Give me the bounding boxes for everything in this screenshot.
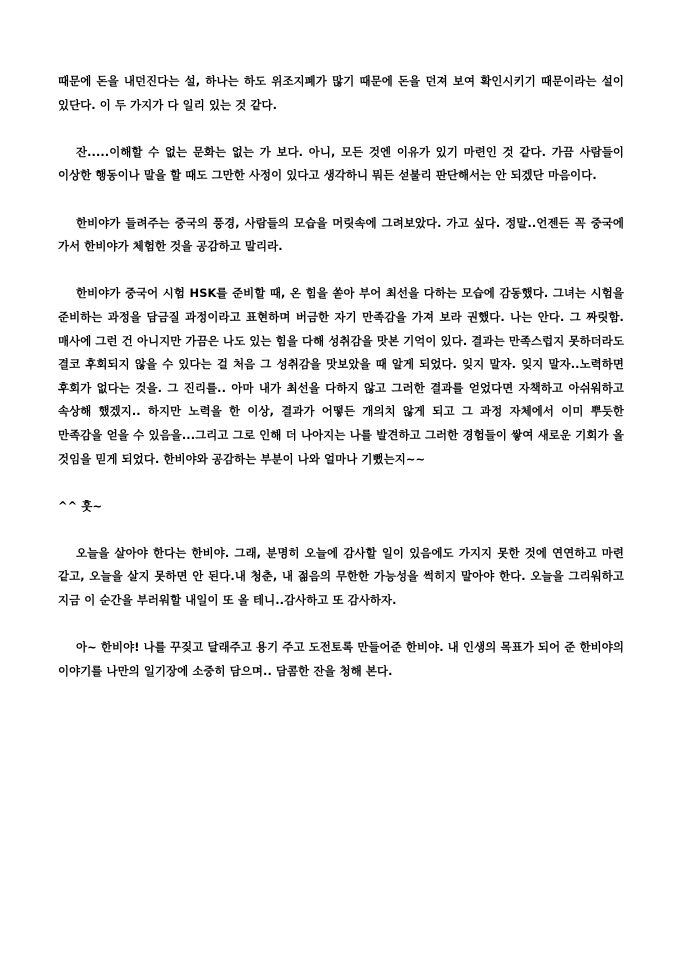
paragraph-gap [58, 471, 624, 495]
paragraph-1: 때문에 돈을 내던진다는 설, 하나는 하도 위조지폐가 많기 때문에 돈을 던져 보여 확인시키기 때문이라는 설이 있단다. 이 두 가지가 다 일리 있는 것 같다. [58, 74, 624, 112]
paragraph-gap [58, 518, 624, 542]
paragraph-3: 한비야가 들려주는 중국의 풍경, 사람들의 모습을 머릿속에 그려보았다. 가고 싶다. 정말..언젠든 꼭 중국에 가서 한비야가 체험한 것을 공감하고 말리라. [58, 215, 624, 254]
paragraph-gap [58, 259, 624, 283]
paragraph-7: 아~ 한비야! 나를 꾸짖고 달래주고 용기 주고 도전토록 만들어준 한비야. 내 인생의 목표가 되어 준 한비야의 이야기를 나만의 일기장에 소중히 담으며.. 담콤한 잔을 청해 본다. [58, 640, 624, 678]
paragraph-5: ^^ 훗~ [58, 498, 103, 513]
paragraph-gap [58, 117, 624, 141]
paragraph-4: 한비야가 중국어 시험 HSK를 준비할 때, 온 힘을 쏟아 부어 최선을 다하는 모습에 감동했다. 그녀는 시험을 준비하는 과정을 담금질 과정이라고 표현하며 버금한 자기 만족감을 가져 보라 권했다. 나는 안다. 그 짜릿함. 매사에 그런 건 아니지만 가끔은 나도 있는 힘을 다해 성취감을 맛본 기억이 있다. 결과는 만족스럽지 못하더라도 결코 후회되지 않을 수 있다는 걸 처음 그 성취감을 맛보았을 때 알게 되었다. 잊지 말자. 잊지 말자..노력하면 후회가 없다는 것을. 그 진리를.. 아마 내가 최선을 다하지 않고 그러한 결과를 얻었다면 자책하고 아쉬워하고 속상해 했겠지.. 하지만 노력을 한 이상, 결과가 어떻든 개의치 않게 되고 그 과정 자체에서 이미 뿌듯한 만족감을 얻을 수 있음을...그리고 그로 인해 더 나아지는 나를 발견하고 그러한 경험들이 쌓여 새로운 기회가 올 것임을 믿게 되었다. 한비야와 공감하는 부분이 나와 얼마나 기뻤는지~~ [58, 286, 624, 466]
paragraph-6: 오늘을 살아야 한다는 한비야. 그래, 분명히 오늘에 감사할 일이 있음에도 가지지 못한 것에 연연하고 마련 같고, 오늘을 살지 못하면 안 된다.내 청춘, 내 젊음의 무한한 가능성을 썩히지 말아야 한다. 오늘을 그리워하고 지금 이 순간을 부러워할 내일이 또 올 테니..감사하고 또 감사하자. [58, 545, 624, 608]
paragraph-gap [58, 613, 624, 637]
paragraph-2: 잔.....이해할 수 없는 문화는 없는 가 보다. 아니, 모든 것엔 이유가 있기 마련인 것 같다. 가끔 사람들이 이상한 행동이나 말을 할 때도 그만한 사정이 있다고 생각하니 뭐든 섣불리 판단해서는 안 되겠단 마음이다. [58, 144, 624, 183]
document-page [58, 70, 624, 683]
paragraph-gap [58, 188, 624, 212]
